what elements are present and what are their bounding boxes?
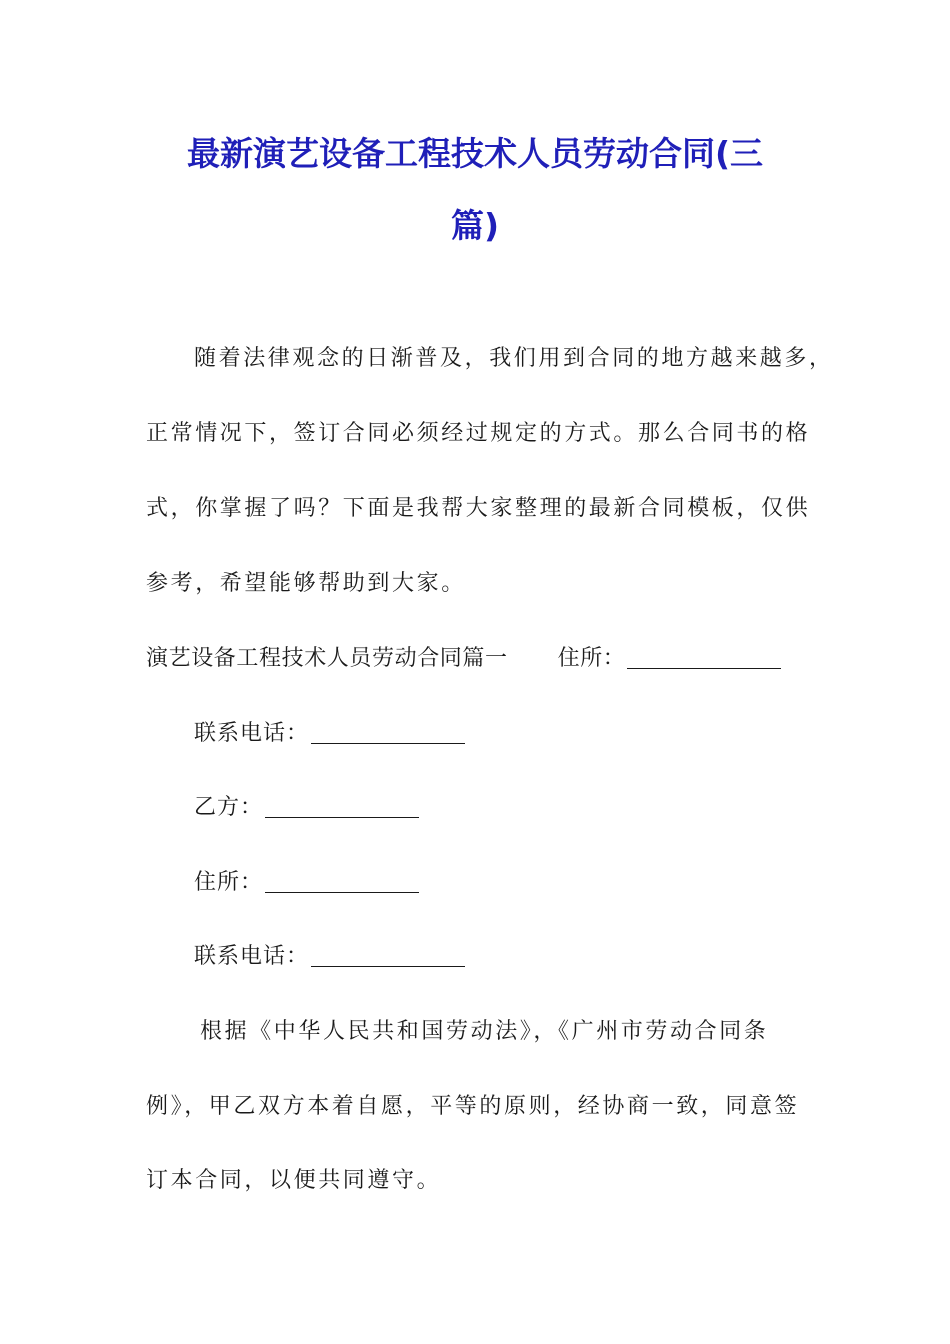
contract-heading-row: [146, 644, 810, 674]
address-row-party-b: [194, 868, 810, 898]
phone-label-party-b: 联系电话：: [194, 944, 310, 969]
party-b-label: 乙方：: [194, 795, 264, 820]
party-b-row: [194, 793, 810, 823]
intro-paragraph-line-3: 式，你掌握了吗？下面是我帮大家整理的最新合同模板，仅供: [146, 496, 811, 521]
intro-paragraph-line-4: 参考，希望能够帮助到大家。: [146, 571, 466, 596]
body-paragraph-line-3: 订本合同，以便共同遵守。: [146, 1168, 442, 1193]
address-blank-party-a: [627, 648, 781, 669]
intro-paragraph-line-2: 正常情况下，签订合同必须经过规定的方式。那么合同书的格: [146, 421, 811, 446]
phone-blank-party-b: [311, 946, 465, 967]
contract-heading: 演艺设备工程技术人员劳动合同篇一: [146, 646, 508, 671]
intro-paragraph-line-1: 随着法律观念的日渐普及，我们用到合同的地方越来越多，: [194, 346, 834, 371]
address-blank-party-b: [265, 872, 419, 893]
body-paragraph-line-2: 例》，甲乙双方本着自愿，平等的原则，经协商一致，同意签: [146, 1094, 800, 1119]
address-label-party-a: 住所：: [557, 646, 626, 671]
phone-row-party-b: [194, 942, 810, 972]
party-b-blank: [265, 797, 419, 818]
document-title-line-2: 篇): [450, 206, 500, 245]
address-label-party-b: 住所：: [194, 870, 264, 895]
body-paragraph-line-1: 根据《中华人民共和国劳动法》，《广州市劳动合同条: [200, 1019, 769, 1044]
phone-blank-party-a: [311, 723, 465, 744]
document-title-line-1: 最新演艺设备工程技术人员劳动合同(三: [186, 134, 764, 173]
phone-label-party-a: 联系电话：: [194, 721, 310, 746]
phone-row-party-a: [194, 719, 810, 749]
